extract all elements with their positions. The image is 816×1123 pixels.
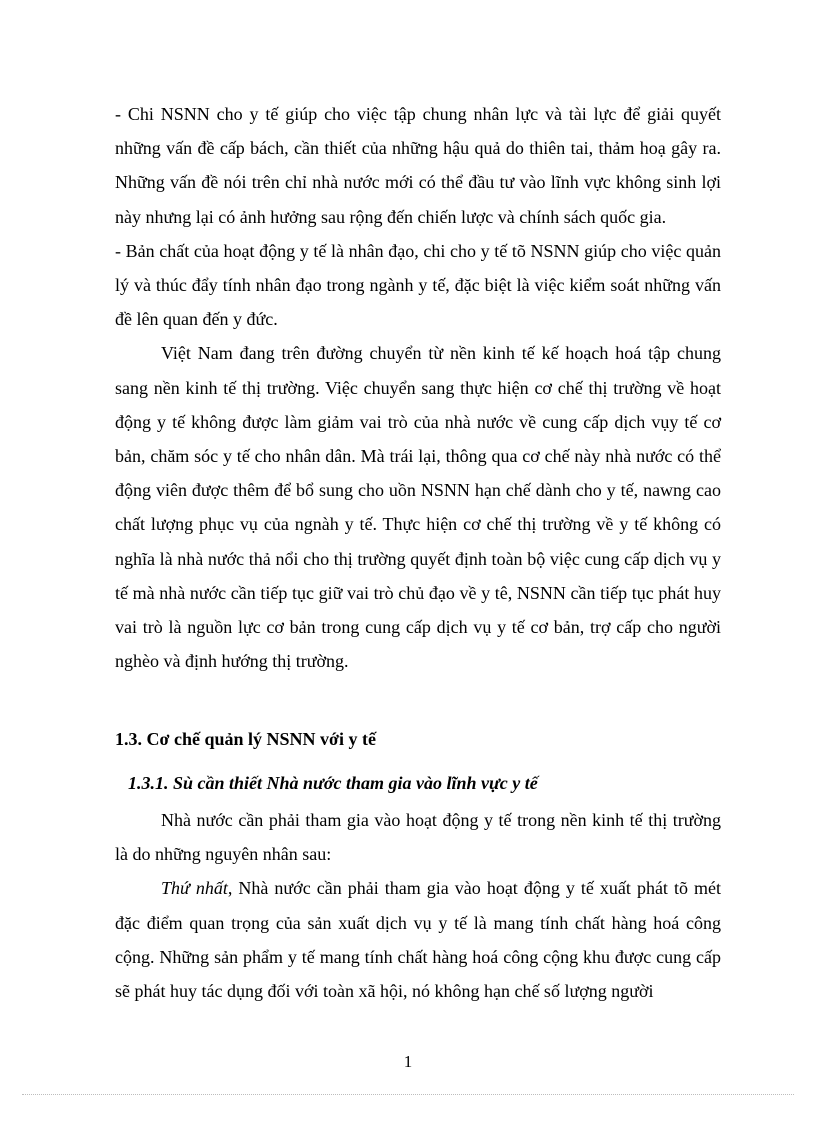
paragraph-budget-crisis: - Chi NSNN cho y tế giúp cho việc tập chung nhân lực và tài lực để giải quyết những vấn đề cấp bách, cần thiết của những hậu quả do thiên tai, thảm hoạ gây ra. Những vấn đề nói trên chỉ nhà nước mới có thể đầu tư vào lĩnh vực không sinh lợi này nhưng lại có ảnh hưởng sau rộng đến chiến lược và chính sách quốc gia. bbox=[115, 104, 721, 227]
first-reason-text: , Nhà nước cần phải tham gia vào hoạt động y tế xuất phát tõ mét đặc điểm quan trọng của sản xuất dịch vụ y tế là mang tính chất hàng hoá công cộng. Những sản phẩm y tế mang tính chất hàng hoá công cộng khu được cung cấp sẽ phát huy tác dụng đối với toàn xã hội, nó không hạn chế số lượng người bbox=[115, 878, 721, 1002]
page-number: 1 bbox=[403, 1052, 413, 1071]
paragraph-humanitarian-nature: - Bản chất của hoạt động y tế là nhân đạo, chi cho y tế tõ NSNN giúp cho việc quản lý và thúc đẩy tính nhân đạo trong ngành y tế, đặc biệt là việc kiểm soát những vấn đề lên quan đến y đức. bbox=[115, 240, 721, 330]
body-text-block-2 bbox=[115, 803, 721, 1008]
paragraph-reasons-intro: Nhà nước cần phải tham gia vào hoạt động y tế trong nền kinh tế thị trường là do những nguyên nhân sau: bbox=[115, 810, 721, 865]
paragraph-first-reason bbox=[115, 871, 721, 1008]
body-text-block-1 bbox=[115, 97, 721, 678]
page-bottom-divider bbox=[22, 1094, 794, 1095]
first-reason-lead: Thứ nhất bbox=[161, 878, 228, 899]
subsection-heading-1-3-1: 1.3.1. Sù cần thiết Nhà nước tham gia vào lĩnh vực y tế bbox=[128, 773, 538, 793]
section-heading-1-3: 1.3. Cơ chế quản lý NSNN với y tế bbox=[115, 729, 376, 749]
paragraph-market-transition: Việt Nam đang trên đường chuyển từ nền kinh tế kế hoạch hoá tập chung sang nền kinh tế thị trường. Việc chuyển sang thực hiện cơ chế thị trường về hoạt động y tế không được làm giảm vai trò của nhà nước về cung cấp dịch vụy tế cơ bản, chăm sóc y tế cho nhân dân. Mà trái lại, thông qua cơ chế này nhà nước có thể động viên được thêm để bổ sung cho uồn NSNN hạn chế dành cho y tế, nawng cao chất lượng phục vụ của ngnàh y tế. Thực hiện cơ chế thị trường về y tế không có nghĩa là nhà nước thả nổi cho thị trường quyết định toàn bộ việc cung cấp dịch vụ y tế mà nhà nước cần tiếp tục giữ vai trò chủ đạo về y tê, NSNN cần tiếp tục phát huy vai trò là nguồn lực cơ bản trong cung cấp dịch vụ y tế cơ bản, trợ cấp cho người nghèo và định hướng thị trường. bbox=[115, 343, 721, 672]
